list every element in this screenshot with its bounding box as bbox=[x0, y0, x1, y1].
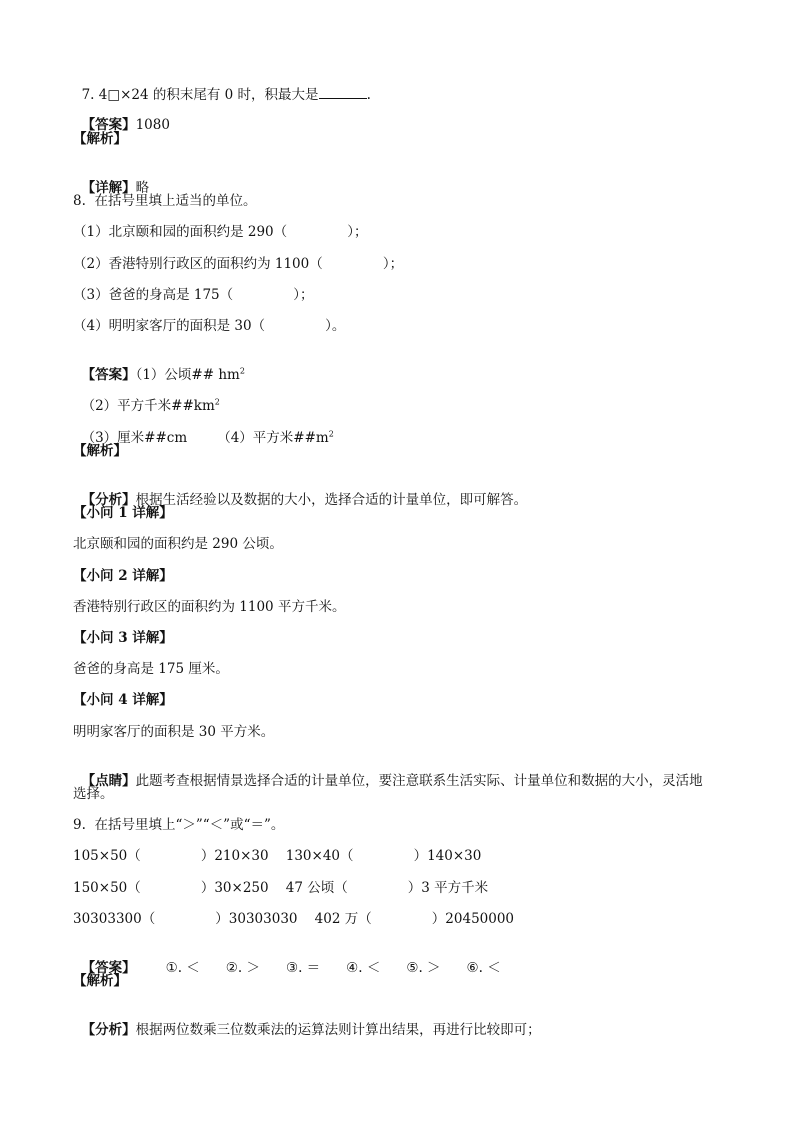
fenxi-tag: 【分析】 bbox=[81, 492, 136, 508]
answer-blank bbox=[319, 85, 367, 99]
q7-text: 7. 4□×24 的积末尾有 0 时，积最大是 bbox=[81, 87, 319, 103]
answer-line-2: （2）平方千米##km bbox=[81, 398, 215, 414]
answer-line-3: （3）厘米##cm （4）平方米##m bbox=[81, 430, 329, 446]
superscript: 2 bbox=[239, 366, 245, 376]
answer-line-1: （1）公顷## hm bbox=[135, 367, 240, 383]
detail-tag: 【详解】 bbox=[81, 180, 136, 196]
fenxi-text: 根据两位数乘三位数乘法的运算法则计算出结果，再进行比较即可； bbox=[135, 1022, 541, 1038]
q8-question: 8. 在括号里填上适当的单位。 bbox=[73, 193, 257, 209]
q9-fenxi bbox=[73, 1003, 541, 1039]
answer-item-5: ⑤. ＞ bbox=[406, 960, 441, 976]
answer-item-1: ①. ＜ bbox=[165, 960, 200, 976]
sub3-head: 【小问 3 详解】 bbox=[73, 630, 173, 646]
answer-item-2: ②. ＞ bbox=[225, 960, 260, 976]
sub4-head: 【小问 4 详解】 bbox=[73, 692, 173, 708]
dianjing-tag: 【点睛】 bbox=[81, 773, 136, 789]
answer-item-4: ④. ＜ bbox=[346, 960, 381, 976]
sub3-body: 爸爸的身高是 175 厘米。 bbox=[73, 661, 229, 677]
dianjing-text: 此题考查根据情景选择合适的计量单位，要注意联系生活实际、计量单位和数据的大小，灵活地 bbox=[135, 773, 703, 789]
q8-item-1: （1）北京颐和园的面积约是 290（ ）； bbox=[73, 224, 368, 240]
q8-dianjing bbox=[73, 754, 703, 790]
q8-analysis: 【解析】 bbox=[73, 443, 127, 459]
q9-row-3: 30303300（ ）30303030 402 万（ ）20450000 bbox=[73, 911, 515, 927]
q8-item-2: （2）香港特别行政区的面积约为 1100（ ）； bbox=[73, 256, 404, 272]
answer-value: 1080 bbox=[135, 117, 170, 133]
q9-answer bbox=[73, 941, 501, 977]
q7-analysis: 【解析】 bbox=[73, 131, 127, 147]
q7-answer bbox=[73, 98, 170, 134]
sub1-body: 北京颐和园的面积约是 290 公顷。 bbox=[73, 536, 283, 552]
fenxi-text: 根据生活经验以及数据的大小，选择合适的计量单位，即可解答。 bbox=[135, 492, 528, 508]
q8-item-3: （3）爸爸的身高是 175（ ）； bbox=[73, 287, 314, 303]
sub2-body: 香港特别行政区的面积约为 1100 平方千米。 bbox=[73, 599, 346, 615]
q7-end: . bbox=[366, 87, 371, 103]
answer-tag: 【答案】 bbox=[81, 367, 136, 383]
fenxi-tag: 【分析】 bbox=[81, 1022, 136, 1038]
q8-dianjing-cont: 选择。 bbox=[73, 786, 114, 802]
q9-row-2: 150×50（ ）30×250 47 公顷（ ）3 平方千米 bbox=[73, 880, 489, 896]
answer-tag: 【答案】 bbox=[81, 117, 136, 133]
answer-item-6: ⑥. ＜ bbox=[466, 960, 501, 976]
sub1-head: 【小问 1 详解】 bbox=[73, 505, 173, 521]
q9-analysis: 【解析】 bbox=[73, 973, 127, 989]
detail-value: 略 bbox=[135, 180, 150, 196]
answer-tag: 【答案】 bbox=[81, 960, 136, 976]
sub2-head: 【小问 2 详解】 bbox=[73, 568, 173, 584]
superscript: 2 bbox=[214, 397, 220, 407]
q9-question: 9. 在括号里填上“＞”“＜”或“＝”。 bbox=[73, 817, 285, 833]
q8-item-4: （4）明明家客厅的面积是 30（ ）。 bbox=[73, 318, 346, 334]
answer-item-3: ③. ＝ bbox=[285, 960, 321, 976]
sub4-body: 明明家客厅的面积是 30 平方米。 bbox=[73, 724, 275, 740]
q8-answer-2 bbox=[73, 379, 220, 415]
superscript: 2 bbox=[328, 429, 334, 439]
q9-row-1: 105×50（ ）210×30 130×40（ ）140×30 bbox=[73, 848, 482, 864]
